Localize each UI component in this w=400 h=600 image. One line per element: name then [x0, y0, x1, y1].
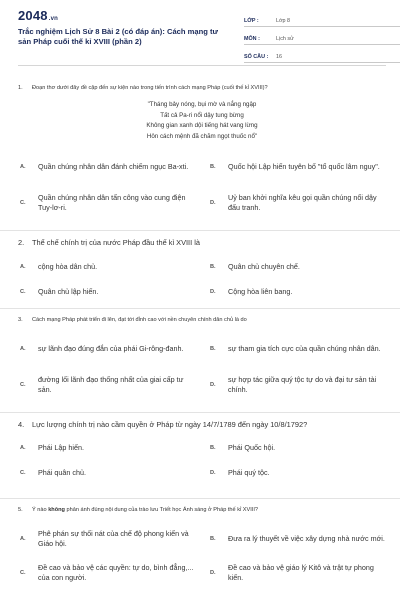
option-text: cộng hòa dân chủ. — [38, 262, 98, 272]
options-grid — [18, 524, 386, 588]
question-text: Ý nào không phản ánh đúng nội dung của trào lưu Triết học Ánh sáng ở Pháp thế kỉ XVIII? — [32, 507, 259, 513]
option-letter: B. — [210, 345, 216, 352]
option-letter: B. — [210, 445, 216, 452]
option-letter: D. — [210, 289, 216, 296]
poem-line: Tất cả Pa-ri nổi dậy tung bừng — [160, 111, 244, 119]
option-text: Quân chủ lập hiến. — [38, 287, 99, 297]
option-c[interactable] — [18, 558, 198, 588]
question-number: 1. — [18, 85, 23, 91]
meta-row-class — [244, 12, 400, 27]
question-number: 3. — [18, 317, 23, 323]
poem-line: Hôn cách mệnh đã chăm ngọt thuốc nổ" — [146, 132, 258, 140]
option-a[interactable] — [18, 334, 198, 364]
option-letter: B. — [210, 535, 216, 542]
option-d[interactable] — [208, 284, 388, 301]
poem-line: Không gian xanh dội tiếng hát vang lừng — [146, 122, 258, 130]
option-text: Đưa ra lý thuyết về việc xây dựng nhà nước mới. — [228, 533, 385, 543]
option-letter: D. — [210, 470, 216, 477]
option-letter: A. — [20, 345, 26, 352]
option-d[interactable] — [208, 465, 388, 482]
option-letter: D. — [210, 381, 216, 388]
question-number: 5. — [18, 507, 23, 513]
meta-label: MÔN : — [244, 36, 260, 42]
options-grid — [18, 440, 386, 482]
option-text: Quần chúng nhân dân tấn công vào cung điện Tuy-lơ-ri. — [38, 192, 186, 213]
question-5 — [18, 506, 386, 588]
poem-line: "Tháng bảy nóng, bụi mờ và nắng ngập — [147, 101, 257, 108]
option-c[interactable] — [18, 188, 198, 218]
option-text: sự tham gia tích cực của quần chúng nhân dân. — [228, 343, 381, 353]
question-number: 2. — [18, 238, 25, 247]
option-letter: A. — [20, 445, 26, 452]
question-number: 4. — [18, 420, 25, 429]
option-b[interactable] — [208, 334, 388, 364]
option-letter: A. — [20, 535, 26, 542]
option-d[interactable] — [208, 188, 388, 218]
option-text: Đề cao và bảo vệ các quyền: tự do, bình đẳng,... của con người. — [38, 562, 194, 582]
question-text: Thể chế chính trị của nước Pháp đầu thế kỉ XVIII là — [32, 238, 200, 247]
options-grid — [18, 334, 386, 400]
option-letter: C. — [20, 470, 26, 477]
option-b[interactable] — [208, 259, 388, 276]
question-header — [18, 506, 386, 514]
question-2 — [18, 238, 386, 301]
option-letter: D. — [210, 200, 216, 207]
option-text: đường lối lãnh đạo thống nhất của giai cấp tư sản. — [38, 374, 184, 394]
option-d[interactable] — [208, 558, 388, 588]
option-text: sự lãnh đạo đúng đắn của phái Gi-rông-đanh. — [38, 343, 184, 353]
option-text: Phái quý tộc. — [228, 468, 270, 478]
options-grid — [18, 259, 386, 301]
option-d[interactable] — [208, 370, 388, 400]
option-a[interactable] — [18, 524, 198, 554]
poem — [18, 100, 386, 142]
question-header — [18, 420, 386, 430]
option-letter: D. — [210, 569, 216, 576]
question-divider — [0, 412, 400, 413]
meta-label: SỐ CÂU : — [244, 54, 269, 60]
header — [18, 0, 386, 66]
site-logo[interactable]: 2048.vn — [18, 8, 59, 23]
question-divider — [0, 498, 400, 499]
option-letter: C. — [20, 569, 26, 576]
meta-row-count — [244, 48, 400, 63]
option-text: Phái Quốc hội. — [228, 443, 276, 453]
question-divider — [0, 308, 400, 309]
option-text: Cộng hòa liên bang. — [228, 287, 293, 297]
meta-value: 16 — [276, 54, 282, 60]
option-text: sự hợp tác giữa quý tộc tự do và đại tư sản tài chính. — [228, 374, 377, 394]
option-c[interactable] — [18, 465, 198, 482]
meta-value: Lịch sử — [276, 36, 294, 42]
option-a[interactable] — [18, 259, 198, 276]
option-a[interactable] — [18, 440, 198, 457]
option-letter: B. — [210, 264, 216, 271]
meta-row-subject — [244, 30, 400, 45]
question-1 — [18, 84, 386, 218]
option-letter: C. — [20, 289, 26, 296]
question-header — [18, 316, 386, 324]
option-text: Quốc hội Lập hiến tuyên bố "tổ quốc lâm nguy". — [228, 162, 380, 172]
option-c[interactable] — [18, 284, 198, 301]
option-text: Quân chủ chuyên chế. — [228, 262, 300, 272]
question-4 — [18, 420, 386, 482]
question-3 — [18, 316, 386, 400]
option-letter: C. — [20, 381, 26, 388]
question-header — [18, 84, 386, 92]
document-title: Trắc nghiệm Lịch Sử 8 Bài 2 (có đáp án): Cách mạng tư sản Pháp cuối thế kỉ XVIII (phần 2) — [18, 27, 219, 46]
option-text: Phái quân chủ. — [38, 468, 86, 478]
question-text: Đoạn thơ dưới đây đề cập đến sự kiện nào trong tiến trình cách mạng Pháp (cuối thế kỉ XVIII)? — [32, 85, 268, 91]
question-divider — [0, 230, 400, 231]
meta-value: Lớp 8 — [276, 18, 291, 24]
option-a[interactable] — [18, 152, 198, 182]
meta-info — [244, 12, 400, 66]
option-b[interactable] — [208, 524, 388, 554]
option-text: Đề cao và bảo vệ giáo lý Kitô và trật tự phong kiến. — [228, 562, 374, 582]
option-c[interactable] — [18, 370, 198, 400]
meta-label: LỚP : — [244, 18, 259, 24]
option-text: Uỷ ban khởi nghĩa kêu gọi quần chúng nổi dậy đấu tranh. — [228, 192, 377, 213]
option-letter: A. — [20, 164, 26, 171]
header-divider — [18, 65, 386, 66]
option-letter: B. — [210, 164, 216, 171]
question-text: Cách mạng Pháp phát triển đi lên, đạt tới đỉnh cao với nền chuyên chính dân chủ là do — [32, 317, 247, 323]
option-text: Quần chúng nhân dân đánh chiếm ngục Ba-xti. — [38, 162, 189, 172]
question-header — [18, 238, 386, 248]
options-grid — [18, 152, 386, 218]
option-letter: C. — [20, 200, 26, 207]
option-text: Phái Lập hiến. — [38, 443, 84, 453]
option-text: Phê phán sự thối nát của chế độ phong kiến và Giáo hội. — [38, 528, 189, 548]
option-b[interactable] — [208, 152, 388, 182]
option-letter: A. — [20, 264, 26, 271]
option-b[interactable] — [208, 440, 388, 457]
question-text: Lực lượng chính trị nào cầm quyền ở Pháp từ ngày 14/7/1789 đến ngày 10/8/1792? — [32, 420, 308, 429]
